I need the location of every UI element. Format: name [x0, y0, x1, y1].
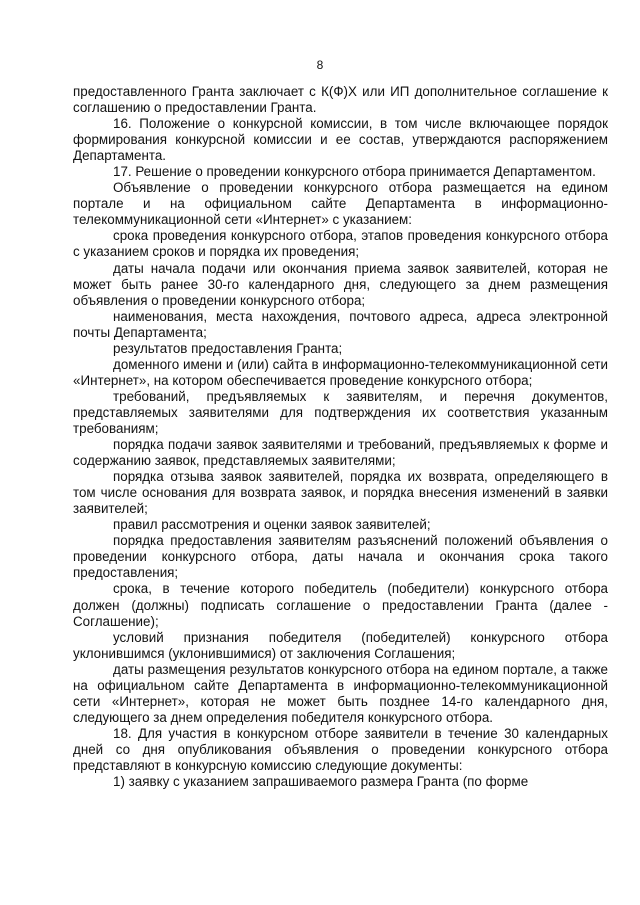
list-item: 1) заявку с указанием запрашиваемого размера Гранта (по форме — [113, 774, 529, 790]
list-item: требований, предъявляемых к заявителям, и перечня документов, представляемых заявителями для подтверждения их соответствия указанным требованиям; — [73, 388, 608, 436]
list-item: порядка подачи заявок заявителями и требований, предъявляемых к форме и содержанию заявок, представляемых заявителями; — [73, 437, 608, 469]
list-item: условий признания победителя (победителей) конкурсного отбора уклонившимся (уклонившимися) от заключения Соглашения; — [73, 629, 608, 661]
document-body — [73, 84, 608, 790]
list-item: результатов предоставления Гранта; — [113, 340, 343, 356]
list-item: порядка предоставления заявителям разъяснений положений объявления о проведении конкурсного отбора, даты начала и окончания срока такого предоставления; — [73, 533, 608, 581]
paragraph: 17. Решение о проведении конкурсного отбора принимается Департаментом. — [113, 164, 596, 180]
list-item: доменного имени и (или) сайта в информационно-телекоммуникационной сети «Интернет», на котором обеспечивается проведение конкурсного отбора; — [73, 356, 608, 388]
paragraph: 16. Положение о конкурсной комиссии, в том числе включающее порядок формирования конкурсной комиссии и ее состав, утверждаются распоряжением Департамента. — [73, 116, 608, 164]
list-item: наименования, места нахождения, почтового адреса, адреса электронной почты Департамента; — [73, 308, 608, 340]
paragraph: Объявление о проведении конкурсного отбора размещается на едином портале и на официальном сайте Департамента в информационно-телекоммуникационной сети «Интернет» с указанием: — [73, 180, 608, 228]
list-item: срока проведения конкурсного отбора, этапов проведения конкурсного отбора с указанием сроков и порядка их проведения; — [73, 228, 608, 260]
page-number: 8 — [316, 58, 324, 72]
list-item: правил рассмотрения и оценки заявок заявителей; — [113, 517, 431, 533]
list-item: даты размещения результатов конкурсного отбора на едином портале, а также на официальном сайте Департамента в информационно-телекоммуникационной сети «Интернет», которая не может быть позднее 14-го календарного дня, следующего за днем определения победителя конкурсного отбора. — [73, 661, 608, 725]
paragraph: предоставленного Гранта заключает с К(Ф)Х или ИП дополнительное соглашение к соглашению о предоставлении Гранта. — [73, 84, 608, 116]
list-item: порядка отзыва заявок заявителей, порядка их возврата, определяющего в том числе основания для возврата заявок, и порядка внесения изменений в заявки заявителей; — [73, 469, 608, 517]
list-item: срока, в течение которого победитель (победители) конкурсного отбора должен (должны) подписать соглашение о предоставлении Гранта (далее - Соглашение); — [73, 581, 608, 629]
paragraph: 18. Для участия в конкурсном отборе заявители в течение 30 календарных дней со дня опубликования объявления о проведении конкурсного отбора представляют в конкурсную комиссию следующие документы: — [73, 725, 608, 773]
list-item: даты начала подачи или окончания приема заявок заявителей, которая не может быть ранее 30-го календарного дня, следующего за днем размещения объявления о проведении конкурсного отбора; — [73, 260, 608, 308]
